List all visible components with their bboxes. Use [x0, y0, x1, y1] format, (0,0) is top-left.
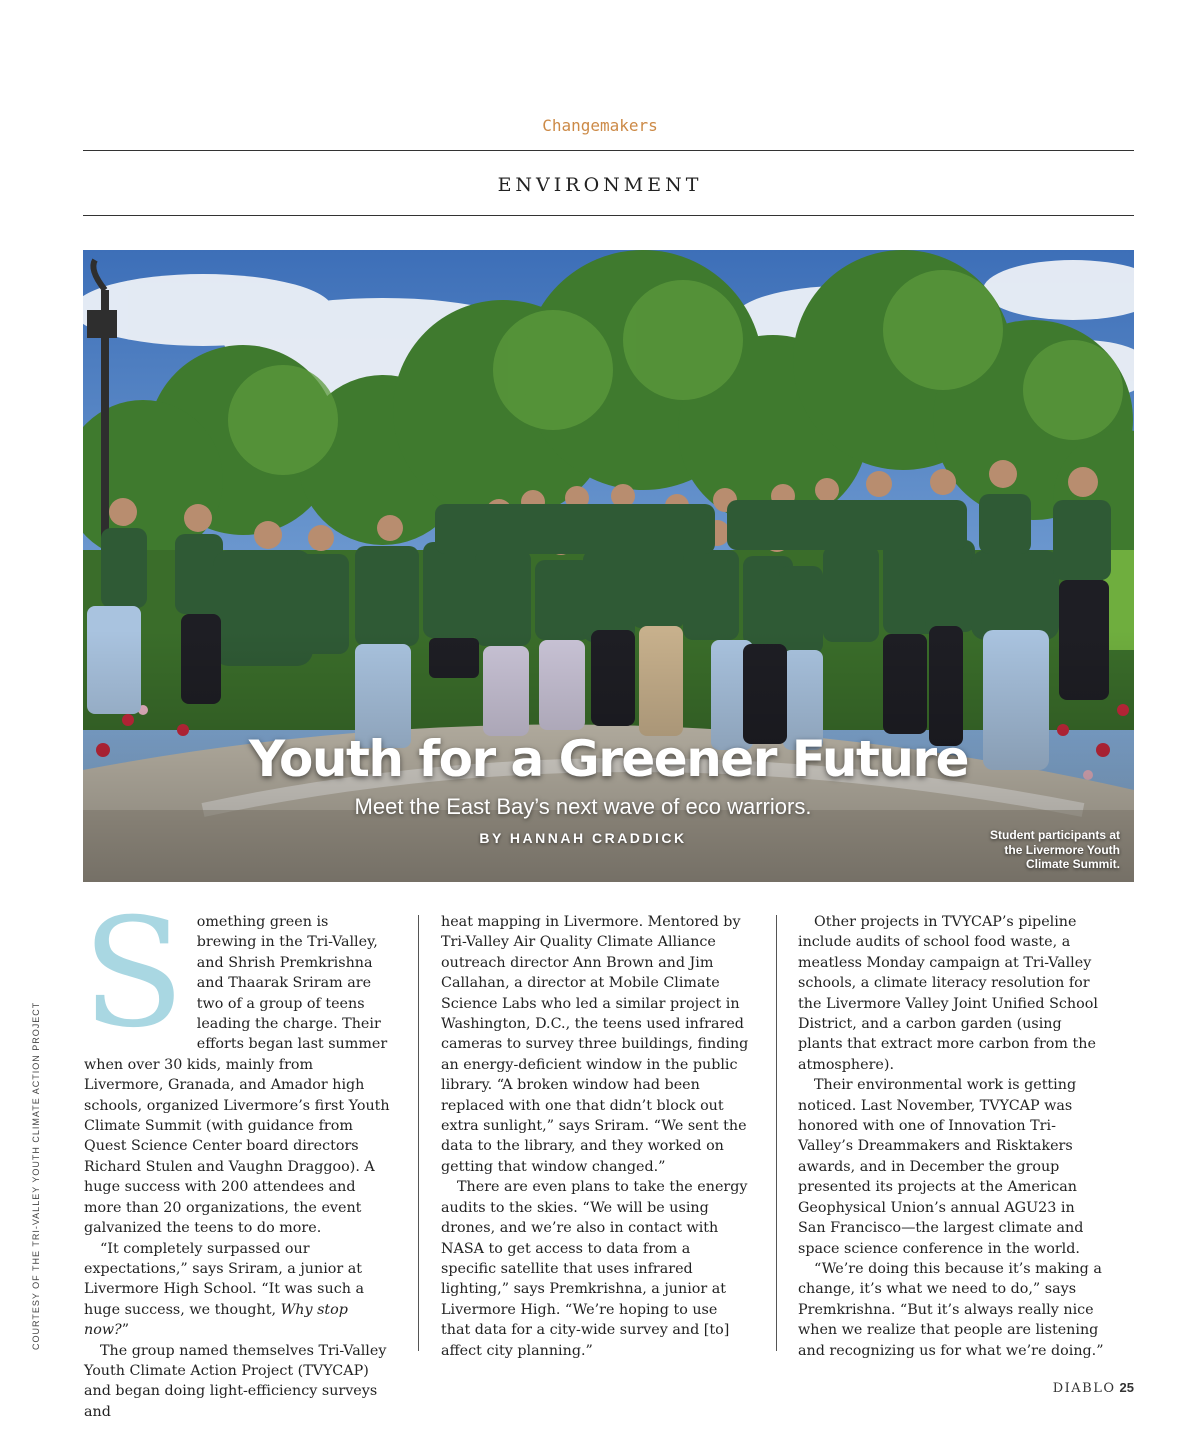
column-divider [776, 915, 777, 1351]
paragraph: “We’re doing this because it’s making a change, it’s what we need to do,” says Premkrishna. “But it’s always really nice when we realize that people are listening and recognizing us for what we’re doing.” [798, 1260, 1104, 1359]
column-divider [418, 915, 419, 1351]
kicker: Changemakers [542, 116, 658, 135]
paragraph: Other projects in TVYCAP’s pipeline include audits of school food waste, a meatless Monday campaign at Tri-Valley schools, a climate literacy resolution for the Livermore Valley Joint Unified School District, and a carbon garden (using plants that extract more carbon from the atmosphere). [798, 914, 1098, 1073]
paragraph: There are even plans to take the energy audits to the skies. “We will be using drones, and we’re also in contact with NASA to get access to data from a specific satellite that uses infrared lighting,” says Premkrishna, a junior at Livermore High. “We’re hoping to use that data for a city-wide survey and [to] affect city planning.” [441, 1179, 748, 1359]
page-folio [1053, 1380, 1134, 1396]
emphasis: Why stop now? [84, 1301, 348, 1339]
article-column-2 [441, 912, 749, 1361]
paragraph: The group named themselves Tri-Valley Youth Climate Action Project (TVYCAP) and began doing light-efficiency surveys and [84, 1342, 387, 1420]
page-number: 25 [1119, 1380, 1134, 1395]
drop-cap: S [82, 887, 185, 1061]
section-title: ENVIRONMENT [497, 174, 703, 196]
byline: BY HANNAH CRADDICK [479, 830, 687, 846]
paragraph: Their environmental work is getting noticed. Last November, TVYCAP was honored with one of Innovation Tri-Valley’s Dreammakers and Risktakers awards, and in December the group presented its projects at the American Geophysical Union’s annual AGU23 in San Francisco—the largest climate and space science conference in the world. [798, 1077, 1084, 1257]
paragraph: omething green is brewing in the Tri-Valley, and Shrish Premkrishna and Thaarak Sriram are two of a group of teens leading the charge. Their efforts began last summer when over 30 kids, mainly from Livermore, Granada, and Amador high schools, organized Livermore’s first Youth Climate Summit (with guidance from Quest Science Center board directors Richard Stulen and Vaughn Draggoo). A huge success with 200 attendees and more than 20 organizations, the event galvanized the teens to do more. [84, 914, 390, 1237]
article-column-3 [798, 912, 1106, 1361]
paragraph-text: ” [121, 1322, 130, 1339]
photo-caption: Student participants at the Livermore Youth Climate Summit. [989, 828, 1120, 871]
article-column-1 [82, 887, 392, 1422]
header-rule-top [83, 150, 1134, 151]
headline: Youth for a Greener Future [248, 730, 969, 788]
publication-name: DIABLO [1052, 1381, 1116, 1396]
dek: Meet the East Bay’s next wave of eco warriors. [354, 794, 812, 819]
paragraph: heat mapping in Livermore. Mentored by Tri-Valley Air Quality Climate Alliance outreach director Ann Brown and Jim Callahan, a director at Mobile Climate Science Labs who led a similar project in Washington, D.C., the teens used infrared cameras to survey three buildings, finding an energy-deficient window in the public library. “A broken window had been replaced with one that didn’t block out extra sunlight,” says Sriram. “We sent the data to the library, and they worked on getting that window changed.” [441, 914, 749, 1175]
paragraph-text: “It completely surpassed our expectations,” says Sriram, a junior at Livermore High School. “It was such a huge success, we thought, [84, 1240, 364, 1318]
photo-credit: COURTESY OF THE TRI-VALLEY YOUTH CLIMATE ACTION PROJECT [31, 1001, 41, 1350]
hero-photo [83, 250, 1134, 882]
header-rule-bottom [83, 215, 1134, 216]
paragraph [84, 1239, 392, 1341]
